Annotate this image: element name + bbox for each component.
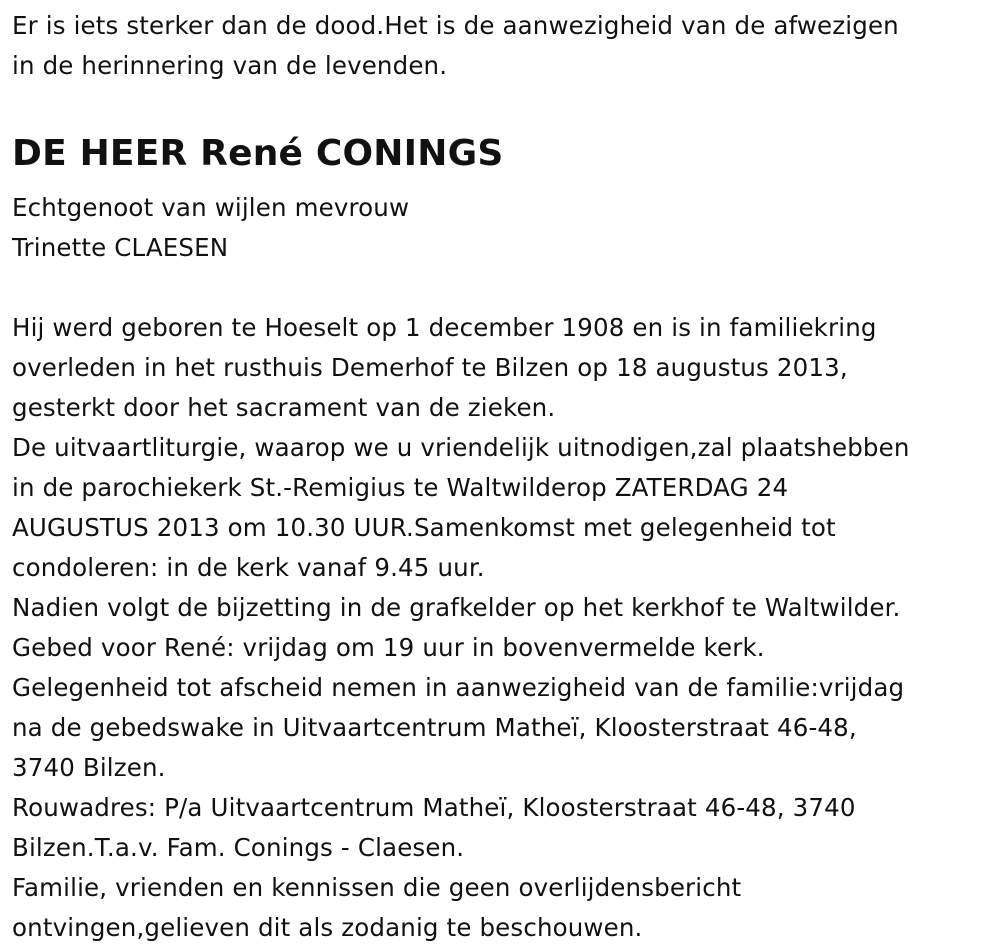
body-line: na de gebedswake in Uitvaartcentrum Matheï, Kloosterstraat 46-48, <box>12 713 857 742</box>
body-line: ontvingen,gelieven dit als zodanig te beschouwen. <box>12 913 643 942</box>
body-line: 3740 Bilzen. <box>12 753 166 782</box>
body-line: Nadien volgt de bijzetting in de grafkelder op het kerkhof te Waltwilder. <box>12 593 901 622</box>
deceased-name-heading: DE HEER René CONINGS <box>12 133 504 174</box>
body-line: in de parochiekerk St.-Remigius te Waltwilderop ZATERDAG 24 <box>12 473 789 502</box>
body-line: Hij werd geboren te Hoeselt op 1 december 1908 en is in familiekring <box>12 313 877 342</box>
quote-line: in de herinnering van de levenden. <box>12 51 448 80</box>
body-line: Familie, vrienden en kennissen die geen overlijdensbericht <box>12 873 742 902</box>
body-line: overleden in het rusthuis Demerhof te Bilzen op 18 augustus 2013, <box>12 353 848 382</box>
paragraph-gap <box>12 268 988 308</box>
body-line: Gelegenheid tot afscheid nemen in aanwezigheid van de familie:vrijdag <box>12 673 905 702</box>
spouse-line: Echtgenoot van wijlen mevrouw <box>12 193 410 222</box>
obituary-document <box>12 6 988 948</box>
body-line: Gebed voor René: vrijdag om 19 uur in bovenvermelde kerk. <box>12 633 765 662</box>
body-line: Rouwadres: P/a Uitvaartcentrum Matheï, Kloosterstraat 46-48, 3740 <box>12 793 856 822</box>
body-line: condoleren: in de kerk vanaf 9.45 uur. <box>12 553 485 582</box>
body-line: gesterkt door het sacrament van de zieken. <box>12 393 556 422</box>
body-line: AUGUSTUS 2013 om 10.30 UUR.Samenkomst met gelegenheid tot <box>12 513 836 542</box>
body-line: De uitvaartliturgie, waarop we u vriendelijk uitnodigen,zal plaatshebben <box>12 433 910 462</box>
quote-line: Er is iets sterker dan de dood.Het is de aanwezigheid van de afwezigen <box>12 11 899 40</box>
spouse-line: Trinette CLAESEN <box>12 233 229 262</box>
body-line: Bilzen.T.a.v. Fam. Conings - Claesen. <box>12 833 465 862</box>
